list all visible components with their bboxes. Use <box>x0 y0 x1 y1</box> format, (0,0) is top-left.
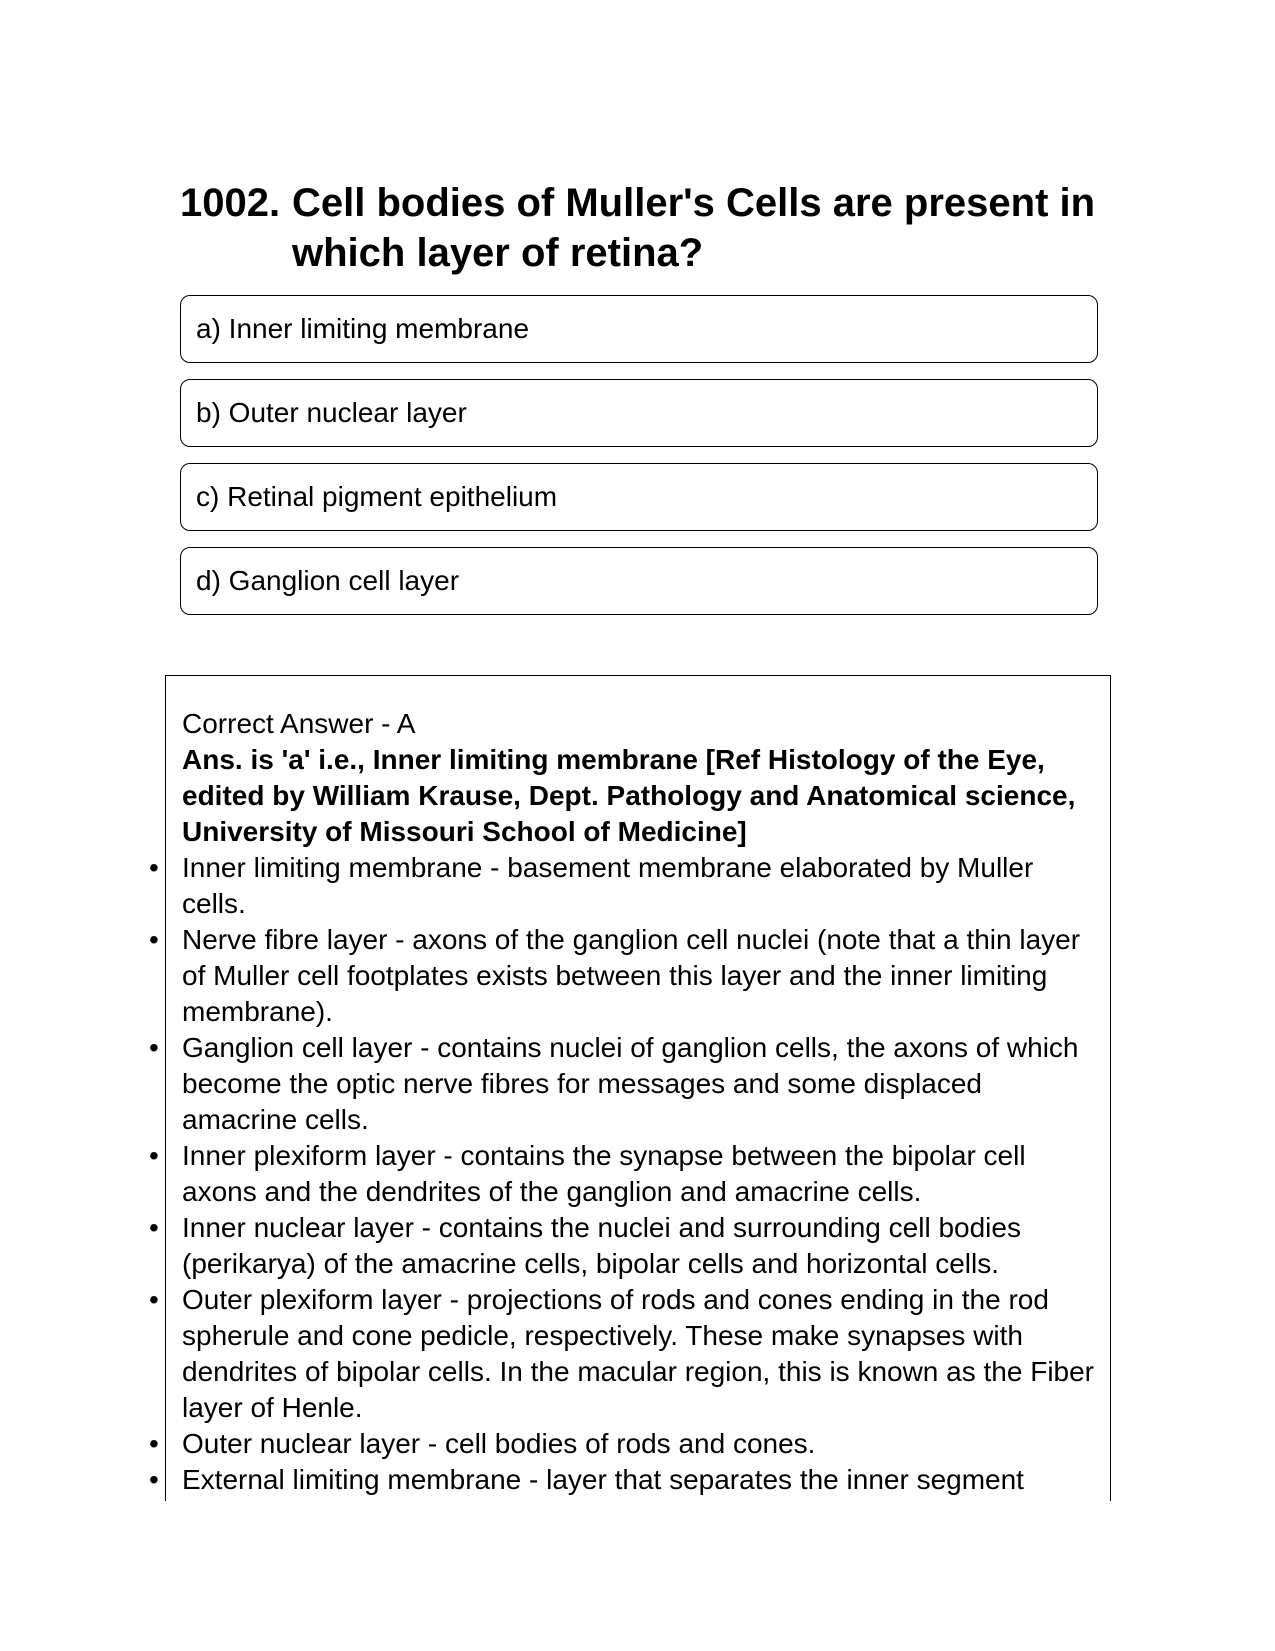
list-item <box>149 1030 1097 1138</box>
option-b[interactable]: b) Outer nuclear layer <box>180 379 1098 447</box>
question-number: 1002. <box>180 181 281 225</box>
bullet-icon: • <box>149 1032 159 1063</box>
answer-reference: Ans. is 'a' i.e., Inner limiting membrane [Ref Histology of the Eye, edited by William Krause, Dept. Pathology and Anatomical science, University of Missouri School of Medicine] <box>182 744 1076 847</box>
list-item-text: External limiting membrane - layer that separates the inner segment <box>182 1464 1024 1495</box>
bullet-icon: • <box>149 1212 159 1243</box>
list-item <box>149 1282 1097 1426</box>
list-item <box>149 850 1097 922</box>
correct-answer-label: Correct Answer - A <box>182 708 416 739</box>
list-item-text: Nerve fibre layer - axons of the ganglion cell nuclei (note that a thin layer of Muller cell footplates exists between this layer and the inner limiting membrane). <box>182 924 1081 1027</box>
bullet-icon: • <box>149 924 159 955</box>
list-item-text: Inner plexiform layer - contains the synapse between the bipolar cell axons and the dendrites of the ganglion and amacrine cells. <box>182 1140 1026 1207</box>
question-heading <box>180 178 1100 278</box>
options-list <box>180 295 1098 631</box>
list-item <box>149 1210 1097 1282</box>
list-item <box>149 1426 1097 1462</box>
bullet-icon: • <box>149 1464 159 1495</box>
list-item <box>149 1462 1097 1498</box>
bullet-icon: • <box>149 852 159 883</box>
bullet-icon: • <box>149 1140 159 1171</box>
list-item-text: Ganglion cell layer - contains nuclei of ganglion cells, the axons of which become the optic nerve fibres for messages and some displaced amacrine cells. <box>182 1032 1079 1135</box>
list-item-text: Inner limiting membrane - basement membrane elaborated by Muller cells. <box>182 852 1034 919</box>
retina-layers-list <box>149 850 1097 1498</box>
answer-content <box>149 706 1097 1498</box>
list-item-text: Outer nuclear layer - cell bodies of rods and cones. <box>182 1428 816 1459</box>
bullet-icon: • <box>149 1284 159 1315</box>
bullet-icon: • <box>149 1428 159 1459</box>
question-text: Cell bodies of Muller's Cells are present in which layer of retina? <box>292 181 1096 275</box>
option-a[interactable]: a) Inner limiting membrane <box>180 295 1098 363</box>
option-d[interactable]: d) Ganglion cell layer <box>180 547 1098 615</box>
option-c[interactable]: c) Retinal pigment epithelium <box>180 463 1098 531</box>
list-item-text: Outer plexiform layer - projections of rods and cones ending in the rod spherule and cone pedicle, respectively. These make synapses with dendrites of bipolar cells. In the macular region, this is known as the Fiber layer of Henle. <box>182 1284 1095 1423</box>
list-item-text: Inner nuclear layer - contains the nuclei and surrounding cell bodies (perikarya) of the amacrine cells, bipolar cells and horizontal cells. <box>182 1212 1021 1279</box>
list-item <box>149 1138 1097 1210</box>
list-item <box>149 922 1097 1030</box>
answer-explanation-box <box>149 675 1111 1501</box>
